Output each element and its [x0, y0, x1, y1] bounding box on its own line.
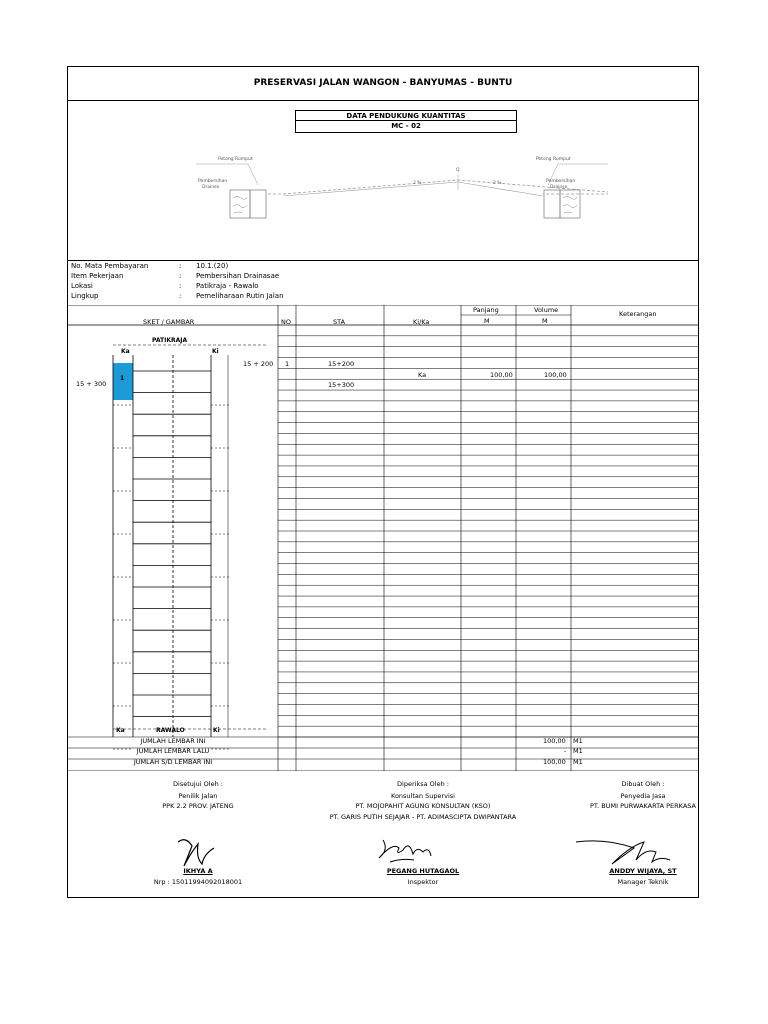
info-label: Item Pekerjaan: [71, 272, 124, 280]
row-no: 1: [285, 360, 290, 368]
drain-left-2: Drainse: [202, 185, 220, 190]
cut-grass-left: Potong Rumput: [218, 157, 253, 162]
info-value: Pembersihan Drainasae: [196, 272, 280, 280]
sig-center-title3: PT. GARIS PUTIH SEJAJAR - PT. ADIMASCIPTA DWIPANTARA: [329, 813, 517, 821]
info-value: Pemeliharaan Rutin Jalan: [196, 292, 284, 300]
info-value: 10.1.(20): [196, 262, 229, 270]
total-label: JUMLAH LEMBAR LALU: [136, 747, 210, 755]
info-value: Patikraja - Rawalo: [196, 282, 259, 290]
drain-right-2: Drainse: [550, 185, 568, 190]
info-row: Lokasi : Patikraja - Rawalo: [71, 282, 259, 290]
segment-label: 1: [120, 375, 125, 382]
sig-left-title2: PPK 2.2 PROV. JATENG: [162, 802, 234, 810]
ka-bottom: Ka: [116, 727, 125, 734]
slope-right: 2 %: [493, 181, 502, 186]
header-sket: SKET / GAMBAR: [143, 318, 195, 326]
sig-right-title1: Penyedia Jasa: [620, 792, 666, 800]
total-unit: M1: [573, 737, 583, 745]
place-top: PATIKRAJA: [152, 337, 188, 344]
total-value: 100,00: [543, 758, 566, 766]
quantity-table-grid: [68, 305, 700, 771]
header-panjang-unit: M: [484, 317, 490, 325]
ki-top: Ki: [212, 348, 219, 355]
header-volume: Volume: [534, 306, 559, 314]
sig-right-name: ANDDY WIJAYA, ST: [609, 867, 677, 875]
row-sta: 15+200: [328, 360, 355, 368]
info-row: Lingkup : Pemeliharaan Rutin Jalan: [71, 292, 284, 300]
header-keterangan: Keterangan: [619, 310, 657, 318]
sig-center-name: PEGANG HUTAGAOL: [386, 867, 460, 875]
total-value: 100,00: [543, 737, 566, 745]
info-row: Item Pekerjaan : Pembersihan Drainasae: [71, 272, 280, 280]
sig-left-name: IKHYA A: [183, 867, 213, 875]
row-sta: 15+300: [328, 381, 355, 389]
total-unit: M1: [573, 747, 583, 755]
sta-end-label: 15 + 300: [76, 380, 107, 388]
sig-left-title1: Penilik Jalan: [178, 792, 218, 800]
sig-left-role: Disetujui Oleh :: [173, 780, 223, 788]
info-row: No. Mata Pembayaran : 10.1.(20): [71, 262, 229, 270]
signature-marks: [68, 832, 700, 872]
sig-center-title1: Konsultan Supervisi: [391, 792, 455, 800]
sig-right-role: Dibuat Oleh :: [621, 780, 665, 788]
ka-top: Ka: [121, 348, 130, 355]
sig-right-sub: Manager Teknik: [617, 878, 669, 886]
info-label: No. Mata Pembayaran: [71, 262, 149, 270]
document-sheet: [67, 66, 699, 898]
total-label: JUMLAH LEMBAR INI: [140, 737, 206, 745]
drain-right-1: Pembersihan: [546, 179, 576, 184]
row-panjang: 100,00: [490, 371, 513, 379]
header-panjang: Panjang: [473, 306, 499, 314]
sig-right-title2: PT. BUMI PURWAKARTA PERKASA: [590, 802, 696, 810]
row-kika: Ka: [418, 371, 427, 379]
info-label: Lingkup: [71, 292, 99, 300]
drain-left-1: Pembersihan: [198, 179, 228, 184]
header-no: NO: [281, 318, 291, 326]
total-unit: M1: [573, 758, 583, 766]
slope-left: 2 %: [413, 181, 422, 186]
doc-title: DATA PENDUKUNG KUANTITAS: [295, 110, 517, 121]
sta-start-label: 15 + 200: [243, 360, 274, 368]
sig-center-role: Diperiksa Oleh :: [397, 780, 449, 788]
sig-center-sub: Inspektor: [407, 878, 439, 886]
place-bottom: RAWALO: [156, 727, 185, 734]
ki-bottom: Ki: [213, 727, 220, 734]
total-value: -: [564, 747, 567, 755]
info-label: Lokasi: [71, 282, 93, 290]
road-cross-section: [188, 150, 608, 230]
sig-left-sub: Nrp : 15011994092018001: [153, 878, 243, 886]
total-label: JUMLAH S/D LEMBAR INI: [133, 758, 213, 766]
row-volume: 100,00: [544, 371, 567, 379]
centerline-label: Q: [456, 168, 460, 173]
document-title: PRESERVASI JALAN WANGON - BANYUMAS - BUNTU: [68, 67, 698, 101]
info-section: [68, 260, 698, 301]
header-kika: Ki/Ka: [413, 318, 430, 326]
doc-title-box: [295, 110, 517, 133]
cut-grass-right: Potong Rumput: [536, 157, 571, 162]
doc-code: MC - 02: [295, 121, 517, 133]
header-volume-unit: M: [542, 317, 548, 325]
sig-center-title2: PT. MOJOPAHIT AGUNG KONSULTAN (KSO): [355, 802, 491, 810]
header-sta: STA: [333, 318, 346, 326]
